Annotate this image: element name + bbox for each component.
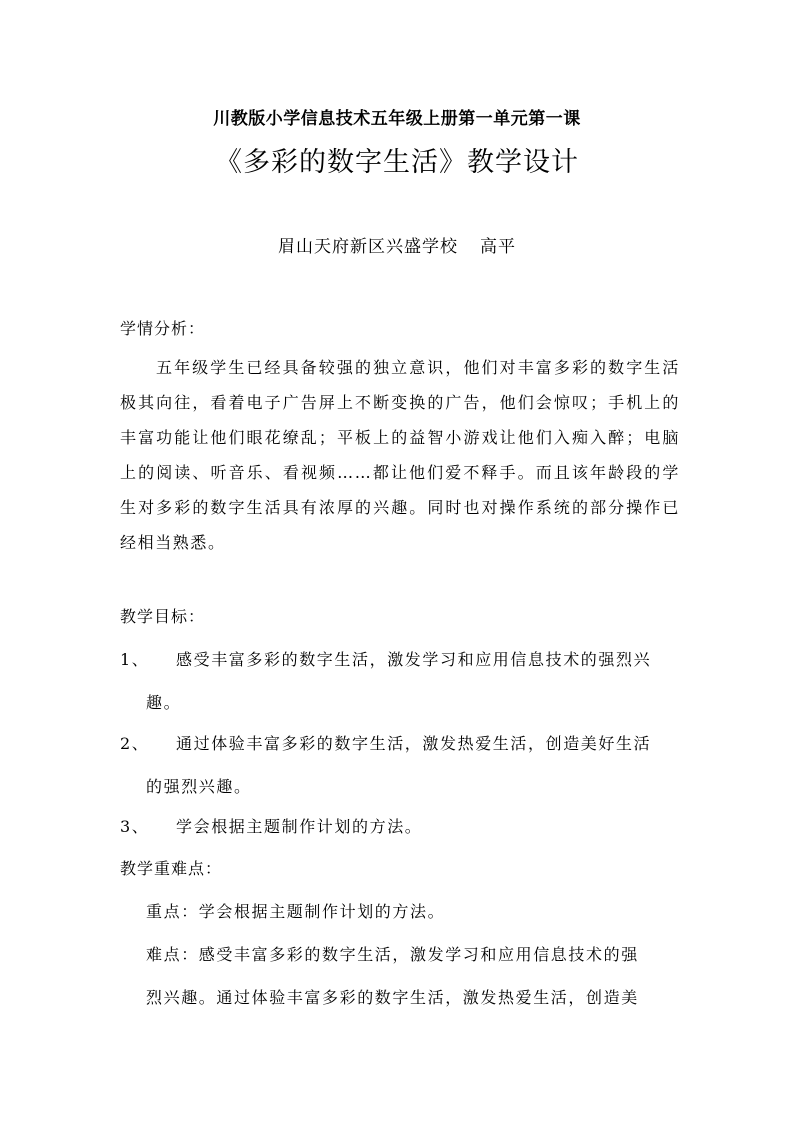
objective-number: 1、 bbox=[120, 650, 150, 669]
author-line bbox=[0, 232, 794, 257]
lesson-title: 《多彩的数字生活》教学设计 bbox=[215, 147, 579, 178]
school-name: 眉山天府新区兴盛学校 bbox=[278, 237, 458, 257]
objective-text: 通过体验丰富多彩的数字生活，激发热爱生活，创造美好生活 bbox=[176, 734, 652, 753]
difficult-point-line-2: 烈兴趣。通过体验丰富多彩的数字生活，激发热爱生活，创造美 bbox=[146, 988, 639, 1007]
objective-number: 2、 bbox=[120, 734, 150, 753]
course-subtitle: 川教版小学信息技术五年级上册第一单元第一课 bbox=[213, 109, 581, 129]
author-name: 高平 bbox=[480, 237, 516, 257]
objective-text-wrap: 的强烈兴趣。 bbox=[146, 777, 252, 796]
objectives-heading: 教学目标： bbox=[120, 607, 206, 626]
analysis-heading: 学情分析： bbox=[120, 319, 206, 338]
key-point: 重点：学会根据主题制作计划的方法。 bbox=[146, 902, 446, 921]
key-points-heading: 教学重难点： bbox=[120, 859, 223, 878]
objective-text: 学会根据主题制作计划的方法。 bbox=[176, 817, 423, 836]
objective-item-2 bbox=[120, 722, 680, 808]
difficult-point bbox=[146, 933, 680, 1019]
objective-item-3 bbox=[120, 805, 680, 848]
analysis-paragraph: 五年级学生已经具备较强的独立意识，他们对丰富多彩的数字生活极其向往，看着电子广告屏上不断变换的广告，他们会惊叹；手机上的丰富功能让他们眼花缭乱；平板上的益智小游戏让他们入痴入醉；电脑上的阅读、听音乐、看视频……都让他们爱不释手。而且该年龄段的学生对多彩的数字生活具有浓厚的兴趣。同时也对操作系统的部分操作已经相当熟悉。 bbox=[120, 358, 680, 552]
objective-text-wrap: 趣。 bbox=[146, 693, 182, 712]
objective-number: 3、 bbox=[120, 817, 150, 836]
objective-item-1 bbox=[120, 638, 680, 724]
objective-text: 感受丰富多彩的数字生活，激发学习和应用信息技术的强烈兴 bbox=[176, 650, 652, 669]
difficult-point-line-1: 难点：感受丰富多彩的数字生活，激发学习和应用信息技术的强 bbox=[146, 945, 639, 964]
